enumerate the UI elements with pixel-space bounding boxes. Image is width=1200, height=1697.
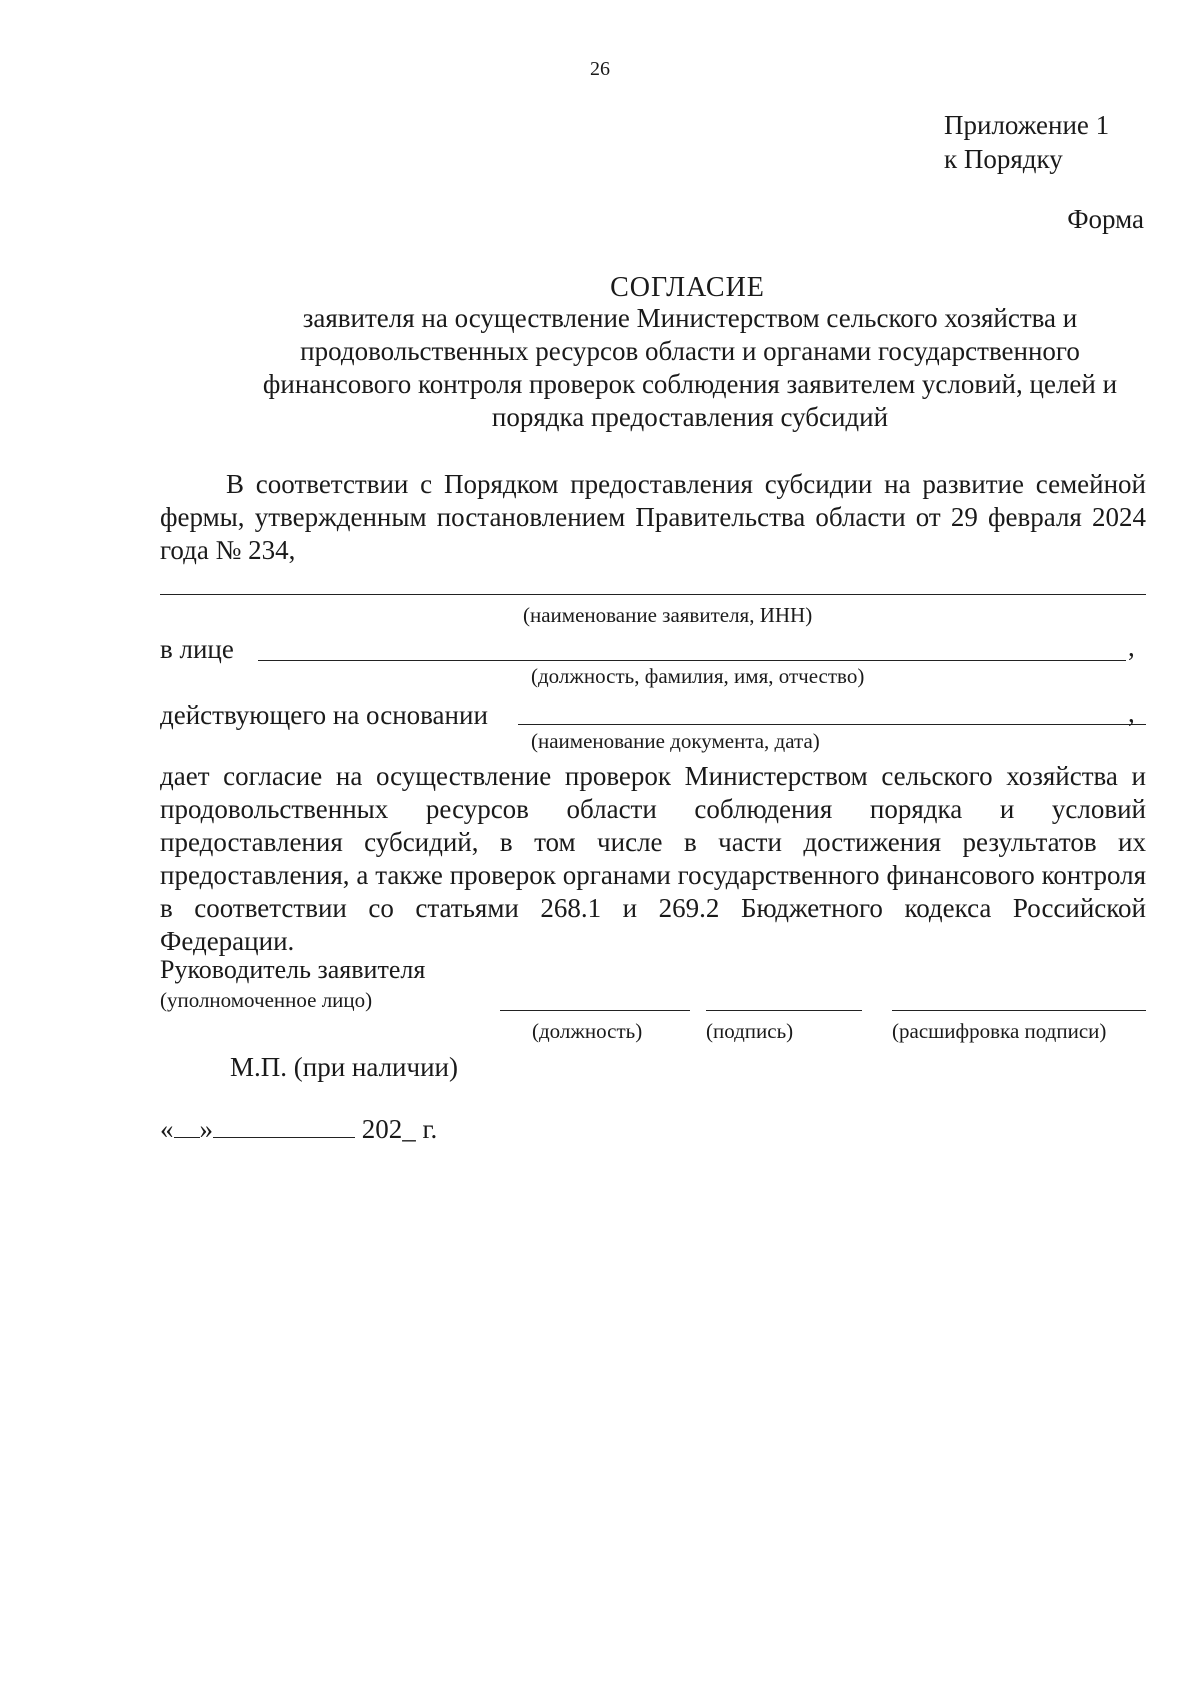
in-person-caption: (должность, фамилия, имя, отчество)	[531, 664, 865, 688]
in-person-line[interactable]	[258, 660, 1126, 661]
stamp-note: М.П. (при наличии)	[230, 1052, 458, 1082]
document-title: СОГЛАСИЕ	[610, 272, 765, 303]
position-caption: (должность)	[532, 1019, 643, 1043]
position-line[interactable]	[500, 1010, 690, 1011]
signer-block	[160, 955, 425, 1015]
signature-caption: (подпись)	[706, 1019, 794, 1043]
applicant-name-line[interactable]	[160, 594, 1146, 595]
applicant-name-caption: (наименование заявителя, ИНН)	[523, 603, 813, 627]
basis-comma: ,	[1128, 698, 1135, 728]
appendix-line-2: к Порядку	[944, 144, 1063, 174]
date-close-quote: »	[199, 1114, 213, 1144]
signature-decoding-line[interactable]	[892, 1010, 1146, 1011]
page-number: 26	[590, 58, 610, 80]
basis-line[interactable]	[518, 724, 1146, 725]
date-day-blank[interactable]	[174, 1113, 200, 1138]
appendix-line-1: Приложение 1	[944, 110, 1110, 140]
form-label: Форма	[1067, 204, 1144, 234]
intro-paragraph: В соответствии с Порядком предоставления субсидии на развитие семейной фермы, утвержденным постановлением Правительства области от 29 февраля 2024 года № 234,	[160, 469, 1146, 565]
basis-label: действующего на основании	[160, 700, 488, 730]
consent-paragraph: дает согласие на осуществление проверок Министерством сельского хозяйства и продовольственных ресурсов области соблюдения порядка и условий предоставления субсидий, в том числе в части достижения результатов их предоставления, а также проверок органами государственного финансового контроля в соответствии со статьями 268.1 и 269.2 Бюджетного кодекса Российской Федерации.	[160, 761, 1146, 956]
date-year-text: 202_ г.	[361, 1114, 438, 1144]
signer-label: Руководитель заявителя	[160, 955, 426, 984]
appendix-reference	[944, 108, 1109, 176]
date-open-quote: «	[160, 1114, 174, 1144]
in-person-comma: ,	[1128, 632, 1135, 662]
date-line	[160, 1113, 437, 1145]
in-person-label: в лице	[160, 634, 234, 664]
signature-line[interactable]	[706, 1010, 862, 1011]
date-month-blank[interactable]	[213, 1113, 355, 1138]
decoding-caption: (расшифровка подписи)	[892, 1019, 1107, 1043]
basis-caption: (наименование документа, дата)	[531, 729, 820, 753]
document-subtitle: заявителя на осуществление Министерством сельского хозяйства и продовольственных ресурсов области и органами государственного финансового контроля проверок соблюдения заявителем условий, целей и порядка предоставления субсидий	[262, 303, 1118, 432]
signer-sublabel: (уполномоченное лицо)	[160, 988, 373, 1012]
